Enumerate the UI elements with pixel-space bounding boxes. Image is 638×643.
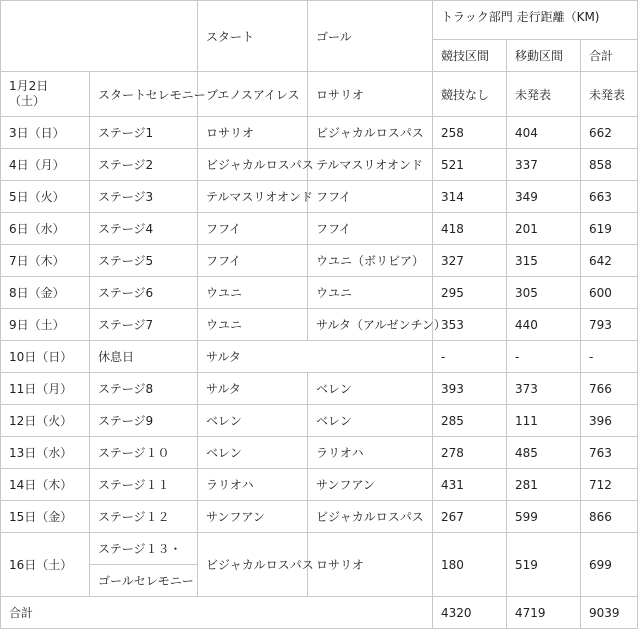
row-special: 521 [433, 149, 507, 181]
header-row-1 [1, 1, 638, 40]
row-total: 712 [581, 469, 638, 501]
row-liaison: 519 [507, 533, 581, 597]
row-start: テルマスリオオンド [198, 181, 308, 213]
row-goal: サルタ（アルゼンチン） [308, 309, 433, 341]
row-start: ビジャカルロスパス [198, 533, 308, 597]
row-stage: ステージ2 [90, 149, 198, 181]
rows-block-2 [1, 373, 638, 533]
row-special: 431 [433, 469, 507, 501]
header-blank [1, 1, 198, 72]
row-start: ビジャカルロスパス [198, 149, 308, 181]
row-total: 619 [581, 213, 638, 245]
row-total: 396 [581, 405, 638, 437]
date-line-1: 1月2日 [9, 79, 49, 93]
row-start: ベレン [198, 405, 308, 437]
row-stage: ステージ7 [90, 309, 198, 341]
final-stage-row [1, 533, 638, 565]
row-stage: ステージ4 [90, 213, 198, 245]
row-total: - [581, 341, 638, 373]
row-start: ブエノスアイレス [198, 72, 308, 117]
row-liaison: 111 [507, 405, 581, 437]
row-liaison: 201 [507, 213, 581, 245]
row-stage: ステージ１０ [90, 437, 198, 469]
row-liaison: 373 [507, 373, 581, 405]
row-date: 3日（日） [1, 117, 90, 149]
row-date: 4日（月） [1, 149, 90, 181]
row-special: 278 [433, 437, 507, 469]
row-special: - [433, 341, 507, 373]
table-row [1, 117, 638, 149]
row-start: フフイ [198, 213, 308, 245]
header-goal: ゴール [308, 1, 433, 72]
row-start: ラリオハ [198, 469, 308, 501]
row-liaison: - [507, 341, 581, 373]
row-date: 8日（金） [1, 277, 90, 309]
row-stage: ステージ１１ [90, 469, 198, 501]
row-liaison: 599 [507, 501, 581, 533]
header-special: 競技区間 [433, 40, 507, 72]
total-label: 合計 [1, 597, 433, 629]
table-row [1, 181, 638, 213]
row-goal: サンフアン [308, 469, 433, 501]
row-goal: フフイ [308, 181, 433, 213]
rows-block-1 [1, 117, 638, 341]
row-goal: テルマスリオオンド [308, 149, 433, 181]
row-place: サルタ [198, 341, 433, 373]
row-start: ウユニ [198, 309, 308, 341]
row-total: 763 [581, 437, 638, 469]
row-goal: ウユニ（ボリビア） [308, 245, 433, 277]
row-stage: ステージ8 [90, 373, 198, 405]
row-liaison: 349 [507, 181, 581, 213]
row-goal: ロサリオ [308, 72, 433, 117]
row-special: 258 [433, 117, 507, 149]
row-start: フフイ [198, 245, 308, 277]
row-start: サンフアン [198, 501, 308, 533]
row-stage: ステージ1 [90, 117, 198, 149]
row-total: 642 [581, 245, 638, 277]
total-special: 4320 [433, 597, 507, 629]
row-total: 662 [581, 117, 638, 149]
total-liaison: 4719 [507, 597, 581, 629]
row-liaison: 440 [507, 309, 581, 341]
row-date: 10日（日） [1, 341, 90, 373]
row-goal: ウユニ [308, 277, 433, 309]
row-liaison: 305 [507, 277, 581, 309]
row-special: 285 [433, 405, 507, 437]
date-line-2: （土） [9, 94, 46, 108]
row-goal: ラリオハ [308, 437, 433, 469]
row-date: 9日（土） [1, 309, 90, 341]
table-row [1, 405, 638, 437]
row-special: 180 [433, 533, 507, 597]
row-stage: ステージ5 [90, 245, 198, 277]
row-special: 267 [433, 501, 507, 533]
row-stage: 休息日 [90, 341, 198, 373]
row-date: 14日（木） [1, 469, 90, 501]
table-row [1, 309, 638, 341]
row-date: 6日（水） [1, 213, 90, 245]
row-total: 766 [581, 373, 638, 405]
total-total: 9039 [581, 597, 638, 629]
row-goal: ベレン [308, 405, 433, 437]
row-special: 418 [433, 213, 507, 245]
header-distance-group: トラック部門 走行距離（KM) [433, 1, 638, 40]
header-liaison: 移動区間 [507, 40, 581, 72]
row-date: 15日（金） [1, 501, 90, 533]
row-special: 353 [433, 309, 507, 341]
table-row [1, 501, 638, 533]
row-date: 16日（土） [1, 533, 90, 597]
table-row [1, 245, 638, 277]
header-start: スタート [198, 1, 308, 72]
row-date: 13日（水） [1, 437, 90, 469]
row-date [1, 72, 90, 117]
row-total: 663 [581, 181, 638, 213]
table-row [1, 469, 638, 501]
row-total: 699 [581, 533, 638, 597]
row-stage: ステージ9 [90, 405, 198, 437]
row-goal: ロサリオ [308, 533, 433, 597]
total-row [1, 597, 638, 629]
row-special: 327 [433, 245, 507, 277]
table-row [1, 213, 638, 245]
row-stage-b: ゴールセレモニー [90, 565, 198, 597]
row-stage: ステージ3 [90, 181, 198, 213]
rest-day-row [1, 341, 638, 373]
row-liaison: 281 [507, 469, 581, 501]
row-date: 12日（火） [1, 405, 90, 437]
row-liaison: 337 [507, 149, 581, 181]
row-total: 866 [581, 501, 638, 533]
row-liaison: 404 [507, 117, 581, 149]
table-row [1, 72, 638, 117]
table-row [1, 149, 638, 181]
row-start: サルタ [198, 373, 308, 405]
row-goal: ベレン [308, 373, 433, 405]
row-start: ウユニ [198, 277, 308, 309]
row-total: 600 [581, 277, 638, 309]
row-date: 7日（木） [1, 245, 90, 277]
row-date: 11日（月） [1, 373, 90, 405]
row-goal: フフイ [308, 213, 433, 245]
row-stage: ステージ6 [90, 277, 198, 309]
row-special: 314 [433, 181, 507, 213]
row-liaison: 315 [507, 245, 581, 277]
row-special: 295 [433, 277, 507, 309]
row-total: 793 [581, 309, 638, 341]
row-liaison: 未発表 [507, 72, 581, 117]
row-start: ロサリオ [198, 117, 308, 149]
header-total: 合計 [581, 40, 638, 72]
row-liaison: 485 [507, 437, 581, 469]
row-date: 5日（火） [1, 181, 90, 213]
row-goal: ビジャカルロスパス [308, 117, 433, 149]
row-start: ベレン [198, 437, 308, 469]
row-total: 858 [581, 149, 638, 181]
row-goal: ビジャカルロスパス [308, 501, 433, 533]
table-row [1, 373, 638, 405]
table-row [1, 277, 638, 309]
table-row [1, 437, 638, 469]
row-stage: ステージ１２ [90, 501, 198, 533]
row-stage: スタートセレモニー [90, 72, 198, 117]
row-special: 競技なし [433, 72, 507, 117]
row-total: 未発表 [581, 72, 638, 117]
row-special: 393 [433, 373, 507, 405]
row-stage-a: ステージ１３・ [90, 533, 198, 565]
